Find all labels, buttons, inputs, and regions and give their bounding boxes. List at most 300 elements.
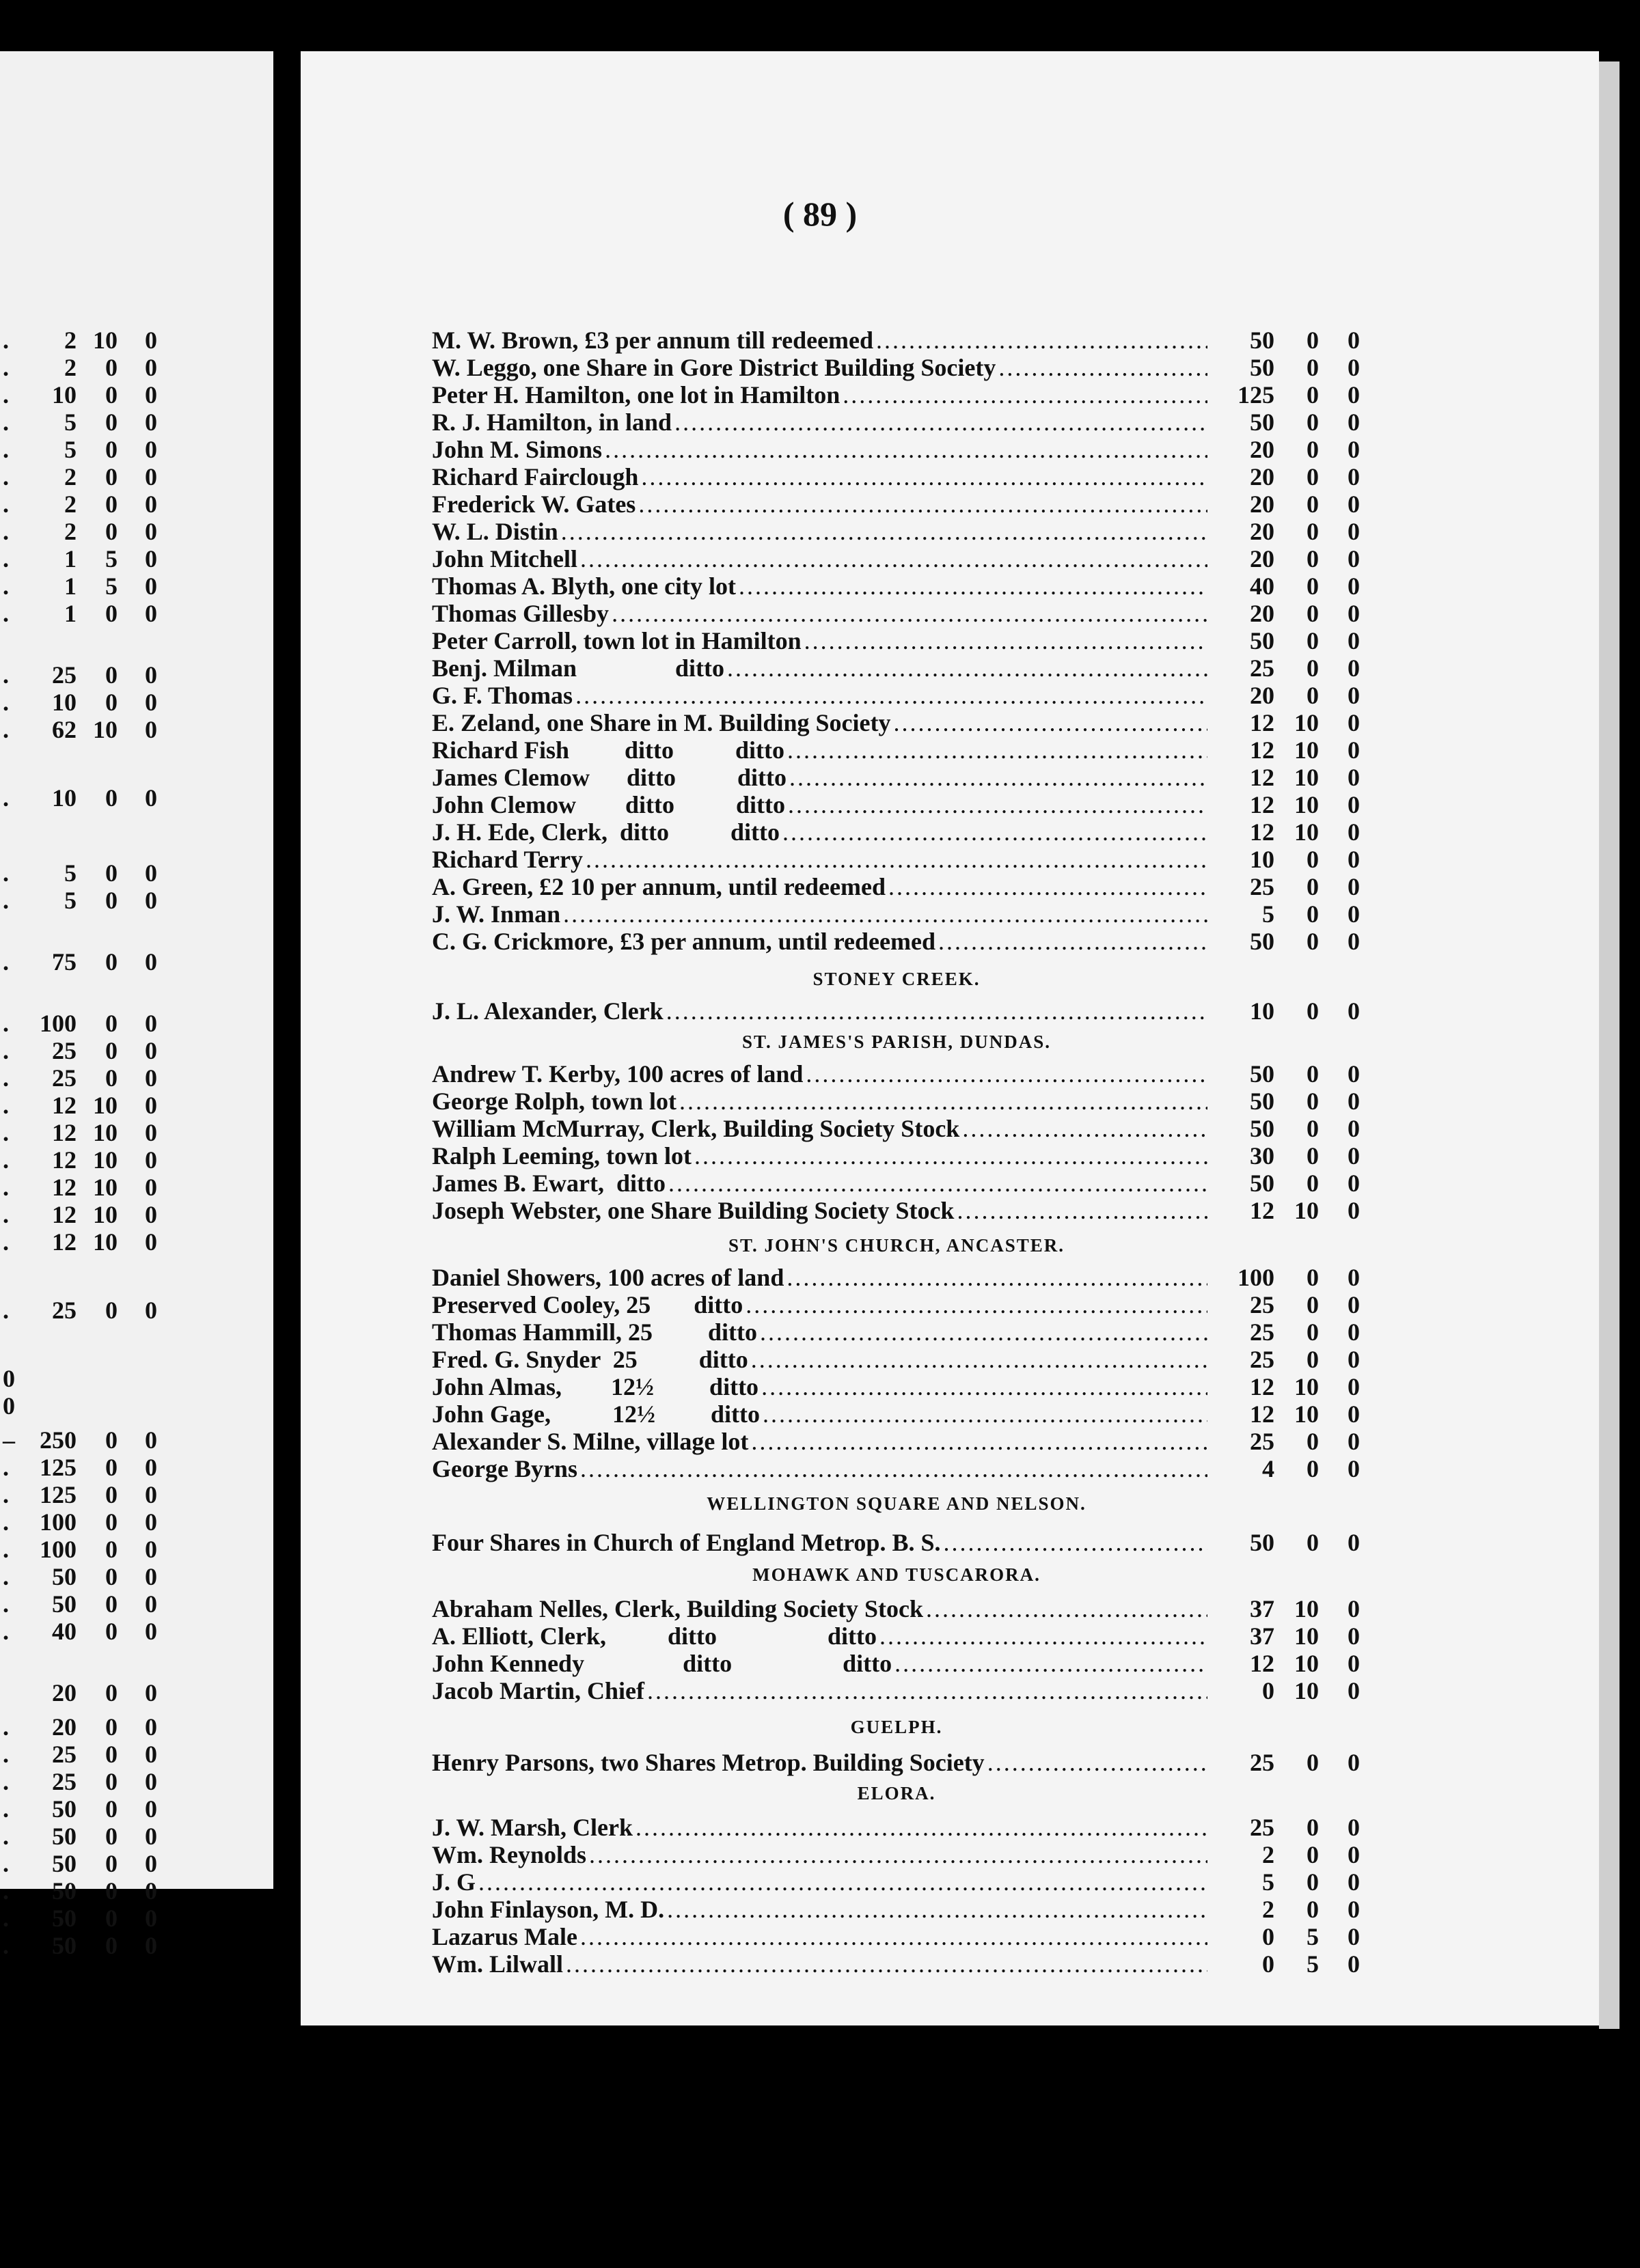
- dot-leader: [784, 1264, 1207, 1291]
- amount-pence: 0: [1348, 1318, 1360, 1346]
- dot-leader: [577, 1455, 1207, 1482]
- amount-pounds: 20: [1250, 600, 1274, 627]
- amount-pounds: 0: [1262, 1677, 1274, 1704]
- entry-row: [0, 1318, 1640, 1346]
- amount-shillings: 10: [1294, 1400, 1319, 1428]
- subscriber-name: W. L. Distin: [432, 518, 558, 545]
- amount-pounds: 125: [1238, 381, 1274, 409]
- left-shillings: 0: [105, 490, 118, 518]
- left-shillings: 0: [105, 859, 118, 887]
- amount-pounds: 30: [1250, 1142, 1274, 1170]
- amount-shillings: 10: [1294, 818, 1319, 846]
- entry-row: [0, 436, 1640, 463]
- left-pounds: 50: [52, 1932, 77, 1959]
- dot-leader: [633, 1814, 1207, 1841]
- amount-shillings: 0: [1307, 327, 1319, 354]
- entry-row: [0, 1529, 1640, 1556]
- left-pence: 0: [145, 1741, 157, 1768]
- left-pounds: 50: [52, 1563, 77, 1590]
- left-pence: 0: [145, 1590, 157, 1618]
- left-leader: .: [3, 1228, 9, 1256]
- amount-pence: 0: [1348, 1814, 1360, 1841]
- amount-pence: 0: [1348, 1400, 1360, 1428]
- left-shillings: 10: [93, 1174, 118, 1201]
- left-pounds: 125: [40, 1454, 77, 1481]
- left-shillings: 0: [105, 661, 118, 689]
- amount-pounds: 20: [1250, 545, 1274, 572]
- amount-shillings: 0: [1307, 1318, 1319, 1346]
- left-leader: .: [3, 436, 9, 463]
- left-pounds: 2: [64, 463, 77, 490]
- amount-pence: 0: [1348, 1088, 1360, 1115]
- left-leader: .: [3, 1768, 9, 1795]
- entry-text: [432, 764, 1207, 791]
- left-shillings: 0: [105, 1932, 118, 1959]
- left-pence: 0: [145, 1064, 157, 1092]
- left-shillings: 0: [105, 1563, 118, 1590]
- dot-leader: [959, 1115, 1207, 1142]
- amount-shillings: 0: [1307, 1115, 1319, 1142]
- amount-pence: 0: [1348, 1428, 1360, 1455]
- amount-pounds: 37: [1250, 1595, 1274, 1622]
- left-leader: .: [3, 572, 9, 600]
- section-heading: STONEY CREEK.: [812, 969, 981, 989]
- left-pounds: 50: [52, 1590, 77, 1618]
- dot-leader: [760, 1400, 1207, 1428]
- subscriber-name: Thomas Gillesby: [432, 600, 610, 627]
- left-pence: 0: [145, 1563, 157, 1590]
- left-leader: .: [3, 1037, 9, 1064]
- left-pence: 0: [145, 887, 157, 914]
- subscriber-name: E. Zeland, one Share in M. Building Society: [432, 709, 891, 736]
- dot-leader: [692, 1142, 1207, 1170]
- subscriber-name: Peter H. Hamilton, one lot in Hamilton: [432, 381, 840, 409]
- amount-pence: 0: [1348, 709, 1360, 736]
- amount-pence: 0: [1348, 1595, 1360, 1622]
- left-shillings: 10: [93, 327, 118, 354]
- left-shillings: 0: [105, 1850, 118, 1877]
- subscriber-name: John Finlayson, M. D.: [432, 1896, 665, 1923]
- dot-leader: [996, 354, 1207, 381]
- left-pounds: 25: [52, 1297, 77, 1324]
- amount-shillings: 5: [1307, 1923, 1319, 1950]
- left-leader: .: [3, 1795, 9, 1823]
- left-shillings: 0: [105, 1823, 118, 1850]
- entry-text: [432, 572, 1207, 600]
- amount-shillings: 0: [1307, 654, 1319, 682]
- section-heading: ST. JOHN'S CHURCH, ANCASTER.: [728, 1235, 1065, 1256]
- amount-pounds: 20: [1250, 436, 1274, 463]
- dot-leader: [666, 1170, 1207, 1197]
- left-pounds: 20: [52, 1679, 77, 1706]
- entry-row: [0, 1142, 1640, 1170]
- amount-pounds: 12: [1250, 764, 1274, 791]
- left-pence: 0: [145, 1481, 157, 1508]
- amount-pounds: 40: [1250, 572, 1274, 600]
- left-shillings: 0: [105, 1481, 118, 1508]
- entry-text: [432, 791, 1207, 818]
- amount-pounds: 50: [1250, 1060, 1274, 1088]
- left-pence: 0: [145, 1713, 157, 1741]
- left-pence: 0: [145, 1850, 157, 1877]
- entry-text: [432, 354, 1207, 381]
- entry-text: [432, 518, 1207, 545]
- left-leader: .: [3, 1905, 9, 1932]
- entry-text: [432, 736, 1207, 764]
- left-pounds: 5: [64, 887, 77, 914]
- amount-pounds: 5: [1262, 900, 1274, 928]
- subscriber-name: George Rolph, town lot: [432, 1088, 676, 1115]
- left-pence: 0: [145, 1201, 157, 1228]
- entry-row: [0, 545, 1640, 572]
- left-pence: 0: [145, 784, 157, 812]
- dot-leader: [664, 1896, 1207, 1923]
- dot-leader: [583, 846, 1207, 873]
- left-pence: 0: [145, 1679, 157, 1706]
- left-pounds: 10: [52, 381, 77, 409]
- left-shillings: 0: [105, 600, 118, 627]
- amount-shillings: 0: [1307, 846, 1319, 873]
- amount-shillings: 0: [1307, 1868, 1319, 1896]
- left-pounds: 100: [40, 1536, 77, 1563]
- entry-text: [432, 436, 1207, 463]
- left-shillings: 0: [105, 1454, 118, 1481]
- dot-leader: [985, 1749, 1207, 1776]
- entry-row: [0, 736, 1640, 764]
- dot-leader: [676, 1088, 1207, 1115]
- amount-shillings: 0: [1307, 1142, 1319, 1170]
- entry-row: [0, 1950, 1640, 1978]
- dot-leader: [672, 409, 1207, 436]
- subscriber-name: Daniel Showers, 100 acres of land: [432, 1264, 784, 1291]
- subscriber-name: J. H. Ede, Clerk, ditto ditto: [432, 818, 780, 846]
- left-pounds: 100: [40, 1508, 77, 1536]
- amount-pounds: 20: [1250, 463, 1274, 490]
- entry-text: [432, 1677, 1207, 1704]
- left-pence: 0: [145, 1010, 157, 1037]
- amount-pence: 0: [1348, 1346, 1360, 1373]
- left-pounds: 25: [52, 1064, 77, 1092]
- left-pounds: 20: [52, 1713, 77, 1741]
- amount-shillings: 10: [1294, 1595, 1319, 1622]
- left-pounds: 2: [64, 354, 77, 381]
- left-leader: .: [3, 518, 9, 545]
- dot-leader: [803, 1060, 1207, 1088]
- dot-leader: [560, 900, 1207, 928]
- dot-leader: [877, 1622, 1207, 1650]
- amount-pence: 0: [1348, 1197, 1360, 1224]
- left-leader: .: [3, 545, 9, 572]
- entry-text: [432, 1455, 1207, 1482]
- dot-leader: [802, 627, 1207, 654]
- dot-leader: [780, 818, 1207, 846]
- entry-text: [432, 627, 1207, 654]
- amount-pence: 0: [1348, 818, 1360, 846]
- amount-pence: 0: [1348, 997, 1360, 1025]
- entry-row: [0, 327, 1640, 354]
- left-pounds: 50: [52, 1877, 77, 1905]
- amount-shillings: 0: [1307, 572, 1319, 600]
- amount-pounds: 20: [1250, 518, 1274, 545]
- subscriber-name: John Mitchell: [432, 545, 577, 572]
- entry-text: [432, 709, 1207, 736]
- left-pounds: 5: [64, 409, 77, 436]
- amount-pounds: 10: [1250, 997, 1274, 1025]
- amount-pence: 0: [1348, 490, 1360, 518]
- amount-pence: 0: [1348, 736, 1360, 764]
- subscriber-name: R. J. Hamilton, in land: [432, 409, 672, 436]
- amount-shillings: 0: [1307, 1060, 1319, 1088]
- entry-row: [0, 900, 1640, 928]
- amount-pounds: 100: [1238, 1264, 1274, 1291]
- left-shillings: 0: [105, 409, 118, 436]
- section-heading: ST. JAMES'S PARISH, DUNDAS.: [741, 1032, 1052, 1052]
- section-heading: ELORA.: [857, 1783, 936, 1803]
- left-pence: 0: [145, 1119, 157, 1146]
- amount-pence: 0: [1348, 928, 1360, 955]
- left-pence: 0: [145, 689, 157, 716]
- amount-pounds: 25: [1250, 1428, 1274, 1455]
- left-leader: .: [3, 1481, 9, 1508]
- subscriber-name: J. G: [432, 1868, 476, 1896]
- amount-pounds: 50: [1250, 928, 1274, 955]
- amount-shillings: 0: [1307, 1170, 1319, 1197]
- entry-row: [0, 1595, 1640, 1622]
- left-pence: 0: [145, 1536, 157, 1563]
- amount-pence: 0: [1348, 846, 1360, 873]
- left-pence: 0: [145, 545, 157, 572]
- left-shillings: 0: [105, 518, 118, 545]
- left-pence: 0: [145, 948, 157, 976]
- amount-shillings: 0: [1307, 490, 1319, 518]
- left-pence: 0: [145, 1454, 157, 1481]
- left-pence: 0: [145, 1037, 157, 1064]
- amount-shillings: 0: [1307, 1814, 1319, 1841]
- amount-shillings: 0: [1307, 900, 1319, 928]
- left-shillings: 5: [105, 572, 118, 600]
- entry-row: [0, 1868, 1640, 1896]
- left-leader: .: [3, 600, 9, 627]
- entry-row: [0, 1428, 1640, 1455]
- amount-pence: 0: [1348, 1170, 1360, 1197]
- left-pence: 0: [145, 354, 157, 381]
- entry-text: [432, 1318, 1207, 1346]
- amount-shillings: 0: [1307, 1749, 1319, 1776]
- left-amount-row: [0, 1481, 273, 1508]
- entry-row: [0, 818, 1640, 846]
- subscriber-name: Andrew T. Kerby, 100 acres of land: [432, 1060, 804, 1088]
- left-pounds: 5: [64, 436, 77, 463]
- dot-leader: [476, 1868, 1207, 1896]
- left-pounds: 12: [52, 1201, 77, 1228]
- section-heading: WELLINGTON SQUARE AND NELSON.: [707, 1493, 1086, 1514]
- left-pounds: 50: [52, 1823, 77, 1850]
- amount-pounds: 4: [1262, 1455, 1274, 1482]
- left-shillings: 0: [105, 463, 118, 490]
- entry-text: [432, 1428, 1207, 1455]
- left-pence: 0: [145, 1768, 157, 1795]
- left-pence: 0: [145, 1905, 157, 1932]
- amount-pence: 0: [1348, 1142, 1360, 1170]
- entry-row: [0, 1346, 1640, 1373]
- amount-pounds: 37: [1250, 1622, 1274, 1650]
- entry-text: [432, 1529, 1207, 1556]
- amount-shillings: 0: [1307, 1529, 1319, 1556]
- amount-pounds: 10: [1250, 846, 1274, 873]
- left-leader: .: [3, 354, 9, 381]
- amount-shillings: 10: [1294, 736, 1319, 764]
- left-leader: .: [3, 1590, 9, 1618]
- subscriber-name: Peter Carroll, town lot in Hamilton: [432, 627, 802, 654]
- left-shillings: 5: [105, 545, 118, 572]
- subscriber-name: J. W. Inman: [432, 900, 561, 928]
- left-pence: 0: [145, 409, 157, 436]
- amount-pounds: 50: [1250, 354, 1274, 381]
- entry-row: [0, 1400, 1640, 1428]
- amount-shillings: 0: [1307, 1428, 1319, 1455]
- left-shillings: 0: [105, 784, 118, 812]
- left-pence: 0: [145, 1146, 157, 1174]
- left-pence: 0: [145, 661, 157, 689]
- left-pounds: 25: [52, 661, 77, 689]
- dot-leader: [785, 791, 1207, 818]
- amount-pence: 0: [1348, 1291, 1360, 1318]
- dot-leader: [724, 654, 1207, 682]
- subscriber-name: Richard Terry: [432, 846, 583, 873]
- amount-pence: 0: [1348, 1650, 1360, 1677]
- left-leader: .: [3, 1010, 9, 1037]
- amount-pounds: 20: [1250, 682, 1274, 709]
- amount-pence: 0: [1348, 436, 1360, 463]
- entry-text: [432, 873, 1207, 900]
- subscriber-name: Ralph Leeming, town lot: [432, 1142, 692, 1170]
- left-pounds: 1: [64, 600, 77, 627]
- left-leader: .: [3, 1064, 9, 1092]
- left-shillings: 0: [105, 1010, 118, 1037]
- left-amount-row: [0, 1228, 273, 1256]
- subscriber-name: C. G. Crickmore, £3 per annum, until redeemed: [432, 928, 935, 955]
- amount-pounds: 50: [1250, 1170, 1274, 1197]
- entry-text: [432, 1142, 1207, 1170]
- amount-pence: 0: [1348, 1923, 1360, 1950]
- left-pounds: 250: [40, 1426, 77, 1454]
- amount-shillings: 0: [1307, 409, 1319, 436]
- amount-pence: 0: [1348, 1115, 1360, 1142]
- amount-shillings: 0: [1307, 1346, 1319, 1373]
- left-shillings: 0: [105, 1064, 118, 1092]
- subscriber-name: M. W. Brown, £3 per annum till redeemed: [432, 327, 874, 354]
- amount-pounds: 25: [1250, 1346, 1274, 1373]
- entry-row: [0, 709, 1640, 736]
- amount-pence: 0: [1348, 381, 1360, 409]
- entry-text: [432, 682, 1207, 709]
- entry-row: [0, 1115, 1640, 1142]
- left-leader: .: [3, 1823, 9, 1850]
- left-leader: .: [3, 661, 9, 689]
- entry-text: [432, 846, 1207, 873]
- left-pounds: 5: [64, 859, 77, 887]
- subscriber-name: G. F. Thomas: [432, 682, 573, 709]
- dot-leader: [602, 436, 1207, 463]
- left-pence: 0: [145, 1508, 157, 1536]
- subscriber-name: Fred. G. Snyder 25 ditto: [432, 1346, 748, 1373]
- left-leader: 0: [3, 1392, 15, 1420]
- left-leader: .: [3, 1618, 9, 1645]
- entry-row: [0, 1455, 1640, 1482]
- left-leader: .: [3, 463, 9, 490]
- left-leader: .: [3, 1563, 9, 1590]
- dot-leader: [873, 327, 1207, 354]
- entry-text: [432, 1346, 1207, 1373]
- dot-leader: [577, 545, 1207, 572]
- left-shillings: 0: [105, 1037, 118, 1064]
- amount-pence: 0: [1348, 627, 1360, 654]
- amount-shillings: 10: [1294, 1677, 1319, 1704]
- entry-row: [0, 873, 1640, 900]
- left-pounds: 25: [52, 1741, 77, 1768]
- amount-pence: 0: [1348, 1868, 1360, 1896]
- left-amount-row: [0, 1563, 273, 1590]
- amount-pence: 0: [1348, 518, 1360, 545]
- left-shillings: 0: [105, 381, 118, 409]
- amount-pence: 0: [1348, 545, 1360, 572]
- dot-leader: [840, 381, 1207, 409]
- left-pence: 0: [145, 518, 157, 545]
- amount-pounds: 12: [1250, 736, 1274, 764]
- left-pounds: 25: [52, 1768, 77, 1795]
- amount-pounds: 50: [1250, 409, 1274, 436]
- dot-leader: [758, 1373, 1207, 1400]
- entry-text: [432, 654, 1207, 682]
- entry-text: [432, 381, 1207, 409]
- left-shillings: 0: [105, 1297, 118, 1324]
- left-shillings: 0: [105, 1508, 118, 1536]
- entry-text: [432, 1060, 1207, 1088]
- subscriber-name: James Clemow ditto ditto: [432, 764, 787, 791]
- subscriber-name: John Almas, 12½ ditto: [432, 1373, 759, 1400]
- amount-pence: 0: [1348, 791, 1360, 818]
- amount-pence: 0: [1348, 1677, 1360, 1704]
- left-leader: .: [3, 1508, 9, 1536]
- entry-text: [432, 1373, 1207, 1400]
- subscriber-name: James B. Ewart, ditto: [432, 1170, 666, 1197]
- entry-row: [0, 764, 1640, 791]
- amount-shillings: 10: [1294, 1197, 1319, 1224]
- left-leader: .: [3, 1092, 9, 1119]
- entry-row: [0, 1170, 1640, 1197]
- left-shillings: 0: [105, 354, 118, 381]
- dot-leader: [757, 1318, 1207, 1346]
- amount-pounds: 12: [1250, 1197, 1274, 1224]
- left-pounds: 12: [52, 1174, 77, 1201]
- amount-pence: 0: [1348, 1529, 1360, 1556]
- left-shillings: 0: [105, 1536, 118, 1563]
- amount-shillings: 0: [1307, 545, 1319, 572]
- amount-pence: 0: [1348, 873, 1360, 900]
- left-leader: .: [3, 716, 9, 743]
- dot-leader: [573, 682, 1207, 709]
- dot-leader: [886, 873, 1207, 900]
- amount-pounds: 2: [1262, 1896, 1274, 1923]
- left-shillings: 0: [105, 948, 118, 976]
- left-leader: .: [3, 1877, 9, 1905]
- entry-text: [432, 490, 1207, 518]
- amount-pounds: 12: [1250, 1400, 1274, 1428]
- entry-row: [0, 490, 1640, 518]
- dot-leader: [748, 1346, 1207, 1373]
- subscriber-name: George Byrns: [432, 1455, 577, 1482]
- amount-shillings: 10: [1294, 1622, 1319, 1650]
